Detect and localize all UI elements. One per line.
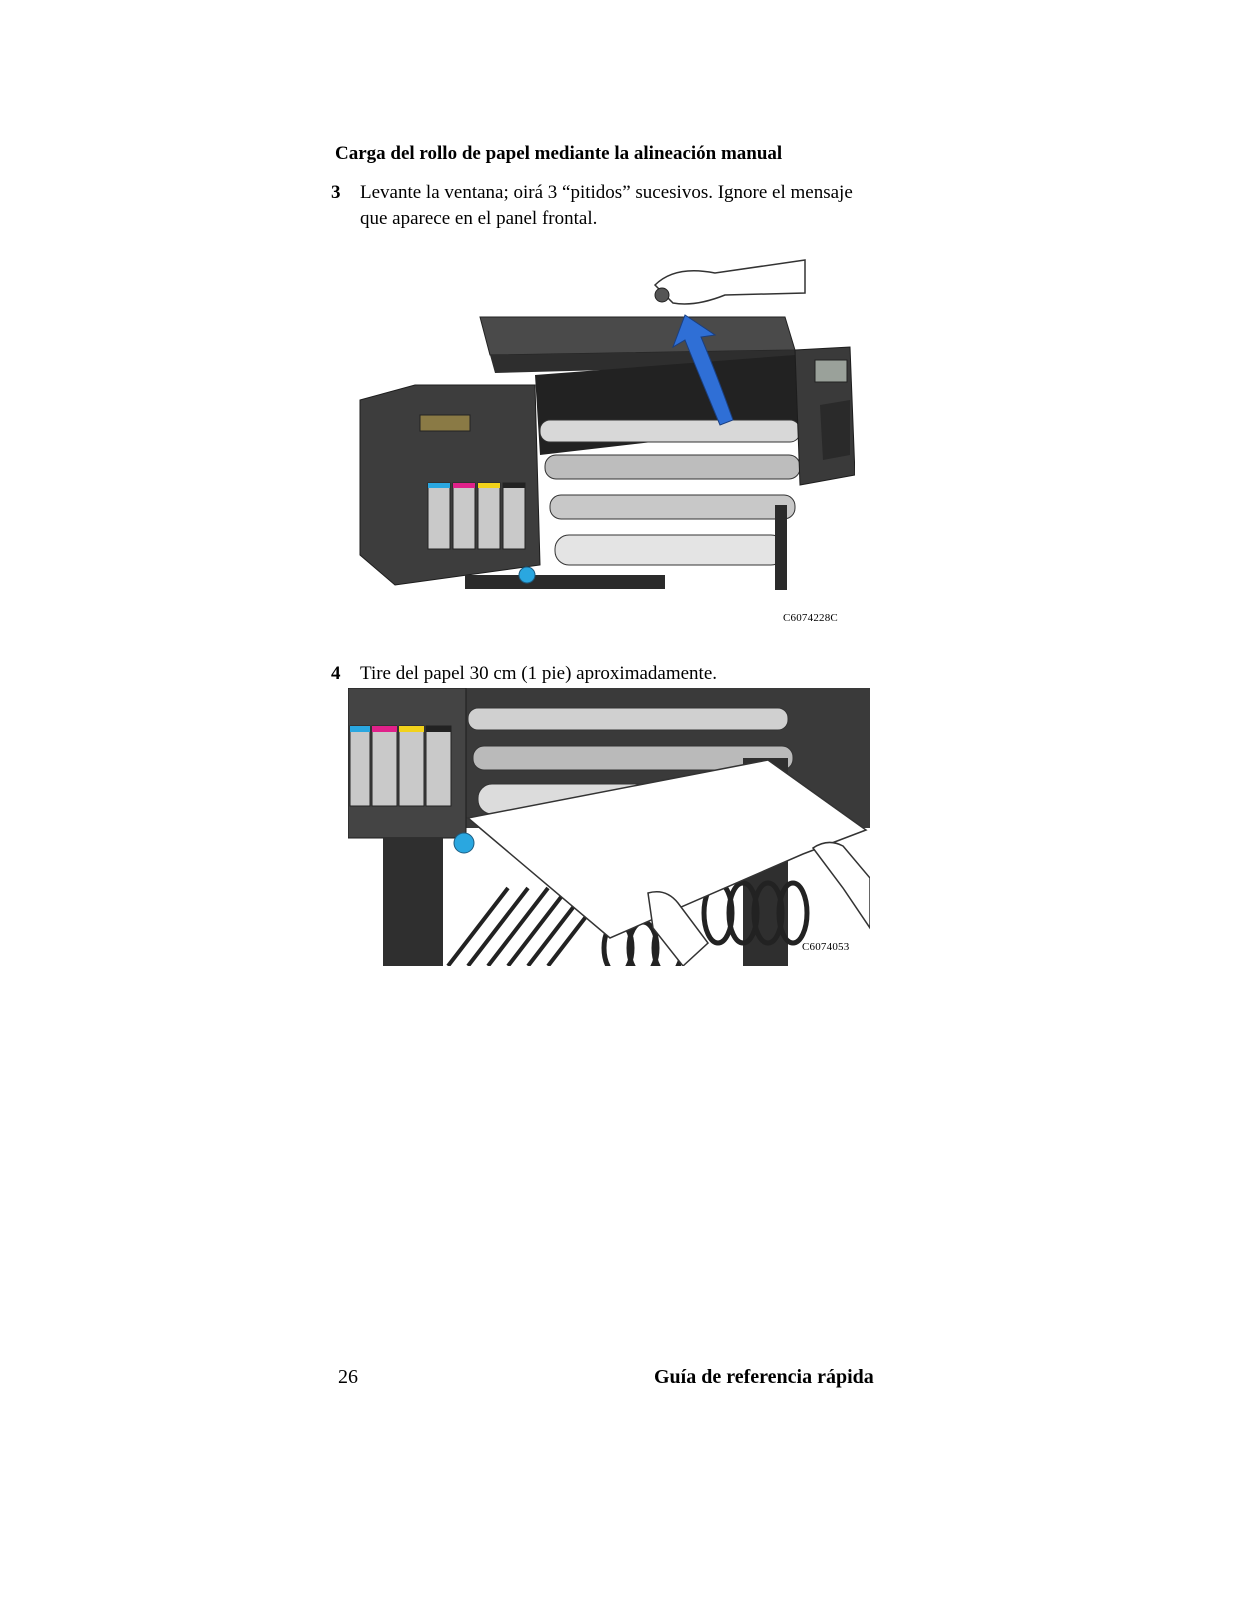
- footer-title: Guía de referencia rápida: [654, 1366, 874, 1388]
- printer-paper-pull-icon: [348, 688, 870, 966]
- figure-printer-window-lift: [355, 255, 855, 595]
- ink-cartridges: [350, 726, 451, 806]
- figure-code-1: C6074228C: [783, 612, 838, 624]
- step-3-text: Levante la ventana; oirá 3 “pitidos” sucesivos. Ignore el mensaje que aparece en el panel frontal.: [360, 182, 853, 229]
- printer-window-lift-icon: [355, 255, 855, 595]
- figure-code-2: C6074053: [802, 941, 850, 953]
- figure-printer-paper-pull: [348, 688, 870, 966]
- step-4-number: 4: [331, 663, 341, 684]
- step-4: [331, 661, 891, 691]
- step-4-text: Tire del papel 30 cm (1 pie) aproximadamente.: [360, 663, 718, 684]
- step-3: [331, 180, 891, 240]
- page-heading: Carga del rollo de papel mediante la alineación manual: [335, 143, 783, 164]
- page-number: 26: [338, 1366, 358, 1388]
- step-3-number: 3: [331, 182, 341, 203]
